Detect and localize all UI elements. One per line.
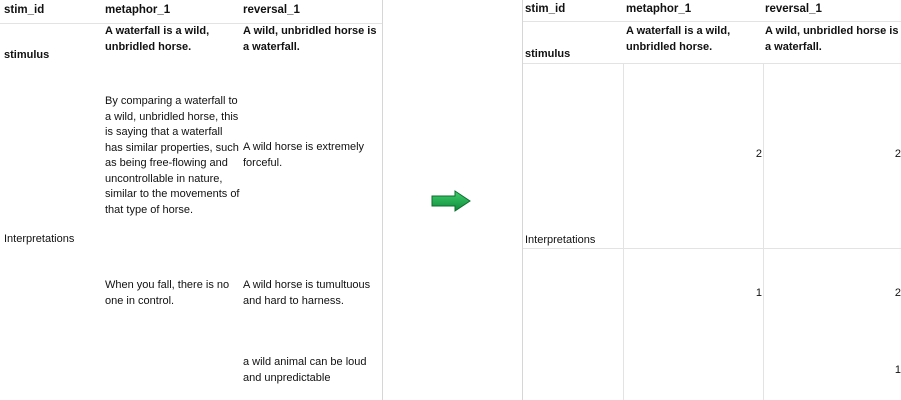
- header-metaphor: metaphor_1: [105, 4, 171, 16]
- header-stim-id: stim_id: [4, 4, 45, 16]
- interpretation-metaphor-1: By comparing a waterfall to a wild, unbridled horse, this is saying that a waterfall has similar properties, such as being free-flowing and uncontrollable in nature, similar to the movements of that type of horse.: [105, 95, 240, 216]
- header-divider: [523, 21, 901, 22]
- column-divider: [763, 63, 764, 400]
- stimulus-reversal-text: A wild, unbridled horse is a waterfall.: [765, 25, 899, 53]
- row-label-interpretations: Interpretations: [525, 234, 596, 246]
- stimulus-metaphor-text: A waterfall is a wild, unbridled horse.: [626, 25, 731, 53]
- score-metaphor-1: 2: [755, 148, 762, 160]
- header-reversal: reversal_1: [243, 4, 300, 16]
- row-label-stimulus: stimulus: [4, 49, 50, 61]
- header-reversal: reversal_1: [765, 3, 822, 15]
- score-reversal-2: 2: [894, 287, 901, 299]
- score-metaphor-2: 1: [755, 287, 762, 299]
- interpretation-metaphor-2: When you fall, there is no one in control.: [105, 279, 230, 307]
- row-label-stimulus: stimulus: [525, 48, 571, 60]
- row-label-interpretations: Interpretations: [4, 233, 75, 245]
- stimulus-metaphor-text: A waterfall is a wild, unbridled horse.: [105, 25, 210, 53]
- stimulus-reversal-text: A wild, unbridled horse is a waterfall.: [243, 25, 377, 53]
- score-reversal-1: 2: [894, 148, 901, 160]
- interpretation-reversal-2: A wild horse is tumultuous and hard to harness.: [243, 279, 371, 307]
- left-table-panel: [0, 0, 383, 400]
- header-stim-id: stim_id: [525, 3, 566, 15]
- right-arrow-icon: [431, 190, 471, 212]
- right-table-panel: [522, 0, 901, 400]
- score-reversal-3: 1: [894, 364, 901, 376]
- interpretation-reversal-3: a wild animal can be loud and unpredictable: [243, 356, 367, 384]
- header-metaphor: metaphor_1: [626, 3, 692, 15]
- stimulus-divider: [523, 63, 901, 64]
- interpretation-reversal-1: A wild horse is extremely forceful.: [243, 141, 365, 169]
- column-divider: [623, 63, 624, 400]
